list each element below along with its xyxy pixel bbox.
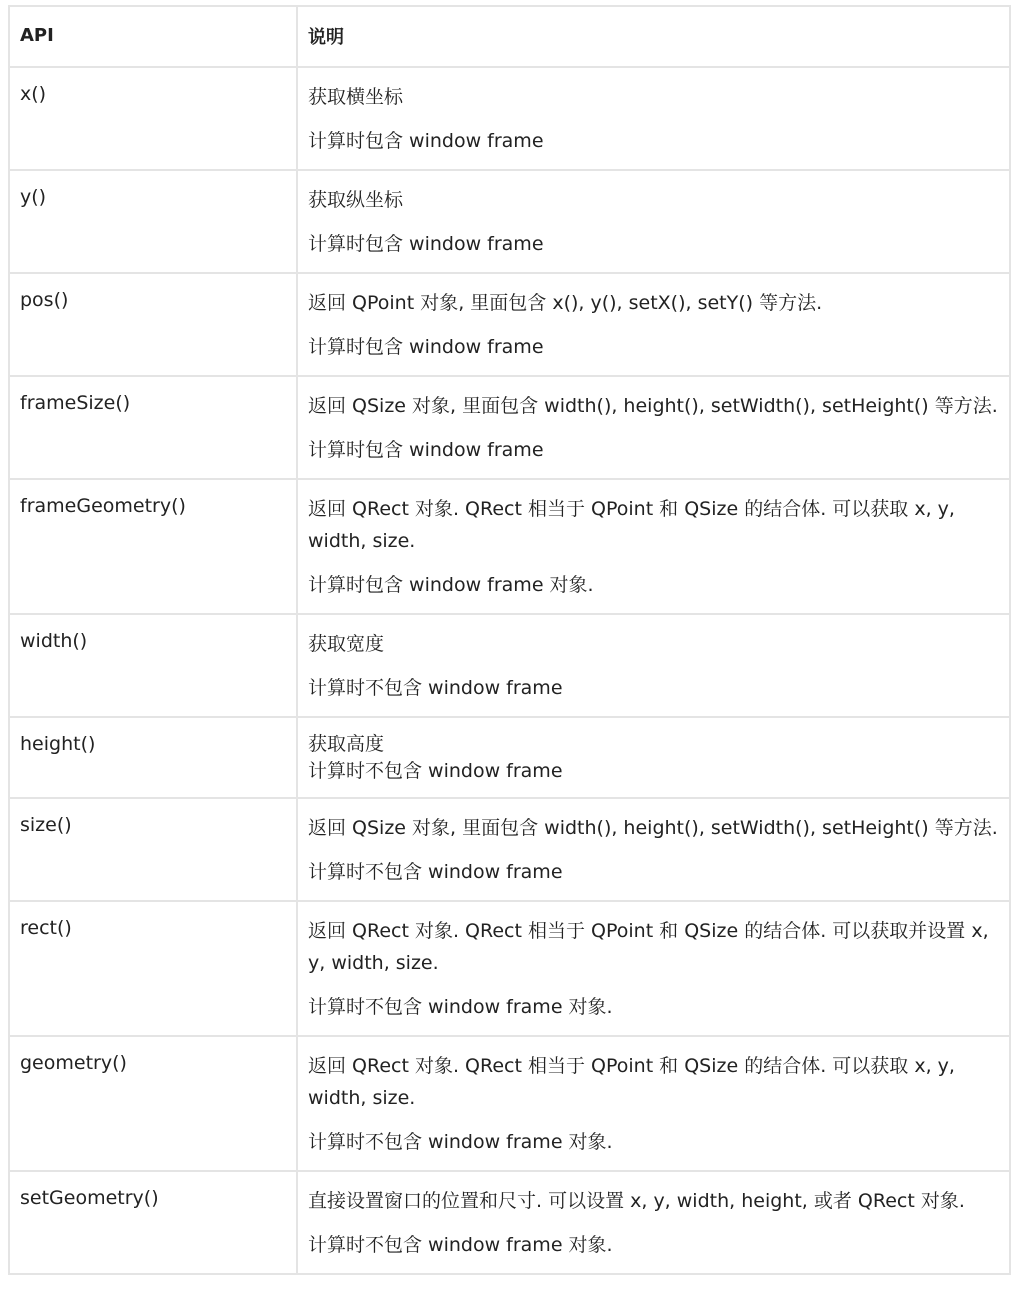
description-line: 返回 QRect 对象. QRect 相当于 QPoint 和 QSize 的结合体. 可以获取 x, y, width, size. [308, 498, 955, 552]
api-description [297, 798, 1010, 901]
description-line: 返回 QRect 对象. QRect 相当于 QPoint 和 QSize 的结合体. 可以获取 x, y, width, size. [308, 1055, 955, 1109]
description-line: 计算时包含 window frame [308, 336, 544, 358]
table-row [9, 273, 1010, 376]
description-line: 计算时包含 window frame [308, 439, 544, 461]
description-line: 计算时不包含 window frame 对象. [308, 1131, 613, 1153]
table-row [9, 376, 1010, 479]
table-row [9, 67, 1010, 170]
api-description [297, 170, 1010, 273]
api-name: size() [9, 798, 297, 901]
table-row [9, 717, 1010, 798]
api-name: x() [9, 67, 297, 170]
api-description [297, 273, 1010, 376]
api-name: geometry() [9, 1036, 297, 1171]
description-line: 计算时包含 window frame 对象. [308, 574, 594, 596]
api-name: rect() [9, 901, 297, 1036]
header-description: 说明 [297, 6, 1010, 67]
table-row [9, 614, 1010, 717]
description-line: 获取横坐标 [308, 86, 404, 108]
api-description [297, 67, 1010, 170]
table-header-row [9, 6, 1010, 67]
description-line: 获取高度 [308, 733, 385, 755]
table-row [9, 170, 1010, 273]
table-row [9, 479, 1010, 614]
api-description [297, 1171, 1010, 1274]
api-description [297, 376, 1010, 479]
api-table [8, 5, 1011, 1275]
api-name: width() [9, 614, 297, 717]
table-row [9, 798, 1010, 901]
api-description [297, 901, 1010, 1036]
table-row [9, 1171, 1010, 1274]
table-row [9, 901, 1010, 1036]
table-row [9, 1036, 1010, 1171]
description-line: 计算时不包含 window frame [308, 760, 563, 782]
api-description [297, 479, 1010, 614]
description-line: 计算时不包含 window frame 对象. [308, 1234, 613, 1256]
api-table-container [8, 5, 1009, 1275]
api-description [297, 717, 1010, 798]
api-name: pos() [9, 273, 297, 376]
description-line: 计算时不包含 window frame 对象. [308, 996, 613, 1018]
header-api: API [9, 6, 297, 67]
api-name: y() [9, 170, 297, 273]
description-line: 计算时包含 window frame [308, 130, 544, 152]
description-line: 返回 QSize 对象, 里面包含 width(), height(), setWidth(), setHeight() 等方法. [308, 395, 998, 417]
description-line: 获取纵坐标 [308, 189, 404, 211]
api-name: frameSize() [9, 376, 297, 479]
description-line: 返回 QRect 对象. QRect 相当于 QPoint 和 QSize 的结合体. 可以获取并设置 x, y, width, size. [308, 920, 989, 974]
api-description [297, 1036, 1010, 1171]
description-line: 计算时包含 window frame [308, 233, 544, 255]
description-line: 返回 QPoint 对象, 里面包含 x(), y(), setX(), setY() 等方法. [308, 292, 823, 314]
description-line: 计算时不包含 window frame [308, 861, 563, 883]
api-description [297, 614, 1010, 717]
description-line: 计算时不包含 window frame [308, 677, 563, 699]
description-line: 返回 QSize 对象, 里面包含 width(), height(), setWidth(), setHeight() 等方法. [308, 817, 998, 839]
api-name: setGeometry() [9, 1171, 297, 1274]
description-line: 直接设置窗口的位置和尺寸. 可以设置 x, y, width, height, 或者 QRect 对象. [308, 1190, 965, 1212]
api-name: frameGeometry() [9, 479, 297, 614]
api-name: height() [9, 717, 297, 798]
description-line: 获取宽度 [308, 633, 385, 655]
